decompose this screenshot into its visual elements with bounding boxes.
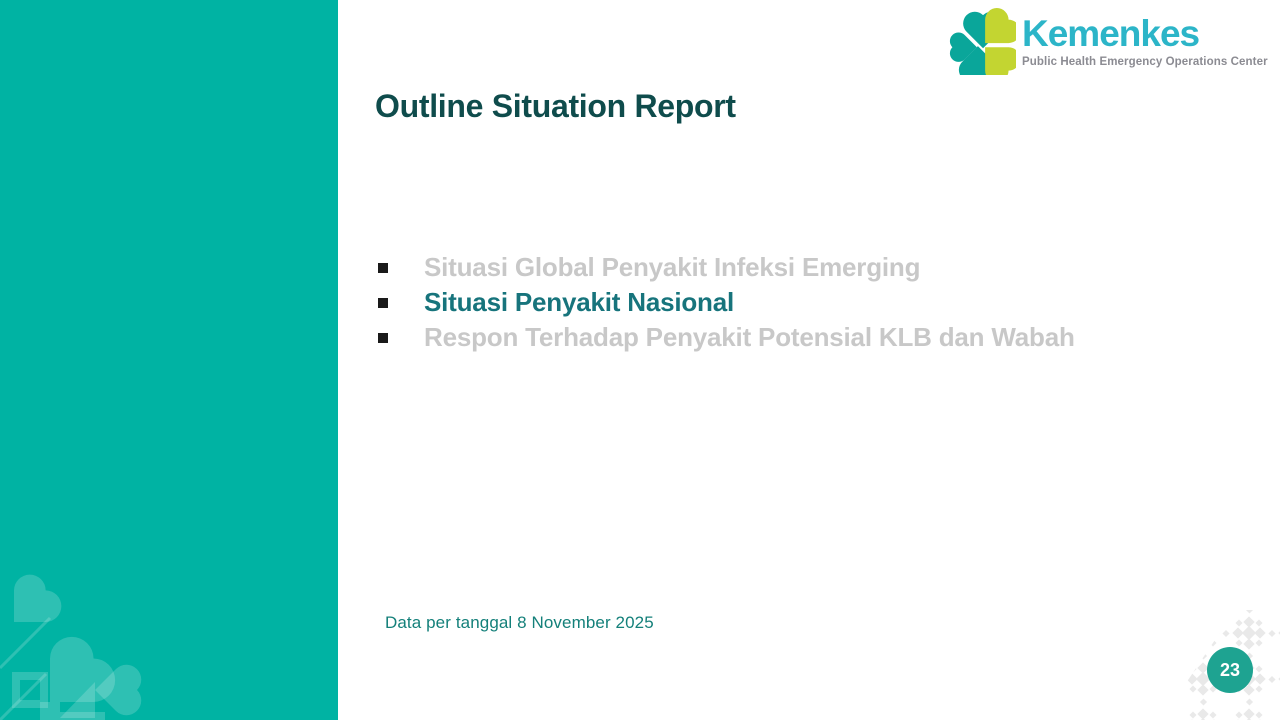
data-date-footnote: Data per tanggal 8 November 2025	[385, 613, 654, 632]
outline-item-nasional	[375, 285, 1075, 320]
outline-item-label: Situasi Penyakit Nasional	[424, 287, 735, 317]
outline-item-label: Respon Terhadap Penyakit Potensial KLB dan Wabah	[424, 322, 1075, 352]
outline-list	[375, 250, 1075, 355]
page-number-badge: 23	[1207, 647, 1253, 693]
outline-item-label: Situasi Global Penyakit Infeksi Emerging	[424, 252, 921, 282]
page-title: Outline Situation Report	[375, 88, 736, 124]
kemenkes-clover-logo-icon	[946, 5, 1016, 75]
bullet-square-icon	[378, 298, 388, 308]
sidebar-band	[0, 0, 338, 720]
logo-wordmark: Kemenkes	[1022, 13, 1200, 54]
logo-text-block	[1022, 5, 1268, 68]
outline-item-respon	[375, 320, 1075, 355]
logo-tagline: Public Health Emergency Operations Center	[1022, 56, 1268, 68]
kemenkes-clover-pattern-icon	[0, 550, 210, 720]
bullet-square-icon	[378, 333, 388, 343]
outline-item-global	[375, 250, 1075, 285]
kemenkes-logo	[946, 5, 1268, 75]
bullet-square-icon	[378, 263, 388, 273]
